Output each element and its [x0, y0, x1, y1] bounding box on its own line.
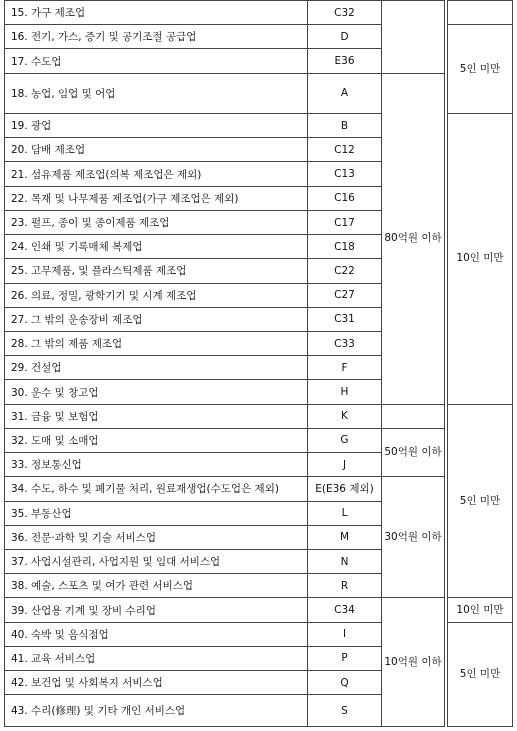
industry-code: C27	[308, 283, 382, 307]
industry-code: M	[308, 525, 382, 549]
industry-code: Q	[308, 671, 382, 695]
industry-code: C16	[308, 186, 382, 210]
industry-name: 32. 도매 및 소매업	[5, 428, 308, 452]
industry-name: 16. 전기, 가스, 증기 및 공기조절 공급업	[5, 25, 308, 49]
employees-5a: 5인 미만	[448, 25, 513, 114]
industry-name: 30. 운수 및 창고업	[5, 380, 308, 404]
table-row	[5, 404, 513, 428]
industry-code: G	[308, 428, 382, 452]
industry-name: 33. 정보통신업	[5, 453, 308, 477]
industry-name: 41. 교육 서비스업	[5, 646, 308, 670]
industry-code: S	[308, 695, 382, 727]
table-row	[5, 73, 513, 113]
revenue-50: 50억원 이하	[382, 428, 445, 476]
industry-code: C31	[308, 307, 382, 331]
employees-5c: 5인 미만	[448, 622, 513, 726]
industry-code: C34	[308, 598, 382, 622]
revenue-blank	[382, 404, 445, 428]
industry-name: 42. 보건업 및 사회복지 서비스업	[5, 671, 308, 695]
industry-code: C32	[308, 1, 382, 25]
industry-name: 18. 농업, 임업 및 어업	[5, 73, 308, 113]
industry-name: 15. 가구 제조업	[5, 1, 308, 25]
industry-code: A	[308, 73, 382, 113]
industry-name: 27. 그 밖의 운송장비 제조업	[5, 307, 308, 331]
industry-code: C22	[308, 259, 382, 283]
industry-code: E(E36 제외)	[308, 477, 382, 501]
employees-10a: 10인 미만	[448, 114, 513, 405]
employees-5b: 5인 미만	[448, 404, 513, 598]
revenue-30: 30억원 이하	[382, 477, 445, 598]
revenue-blank	[382, 1, 445, 74]
industry-code: I	[308, 622, 382, 646]
industry-name: 19. 광업	[5, 114, 308, 138]
table-row	[5, 1, 513, 25]
industry-name: 25. 고무제품, 및 플라스틱제품 제조업	[5, 259, 308, 283]
industry-name: 20. 담배 제조업	[5, 138, 308, 162]
industry-name: 31. 금융 및 보험업	[5, 404, 308, 428]
industry-name: 35. 부동산업	[5, 501, 308, 525]
table-row	[5, 598, 513, 622]
industry-code: R	[308, 574, 382, 598]
industry-code: C33	[308, 332, 382, 356]
industry-name: 36. 전문·과학 및 기술 서비스업	[5, 525, 308, 549]
industry-name: 39. 산업용 기계 및 장비 수리업	[5, 598, 308, 622]
industry-code: P	[308, 646, 382, 670]
employees-blank	[448, 1, 513, 25]
industry-code: D	[308, 25, 382, 49]
industry-name: 22. 목재 및 나무제품 제조업(가구 제조업은 제외)	[5, 186, 308, 210]
industry-name: 23. 펄프, 종이 및 종이제품 제조업	[5, 210, 308, 234]
industry-code: F	[308, 356, 382, 380]
table-row	[5, 477, 513, 501]
industry-code: C12	[308, 138, 382, 162]
industry-name: 38. 예술, 스포츠 및 여가 관련 서비스업	[5, 574, 308, 598]
industry-code: B	[308, 114, 382, 138]
employees-10b: 10인 미만	[448, 598, 513, 622]
industry-name: 40. 숙박 및 음식점업	[5, 622, 308, 646]
industry-code: K	[308, 404, 382, 428]
industry-code: C17	[308, 210, 382, 234]
industry-name: 28. 그 밖의 제품 제조업	[5, 332, 308, 356]
industry-code: H	[308, 380, 382, 404]
industry-code: J	[308, 453, 382, 477]
table-row	[5, 428, 513, 452]
industry-name: 37. 사업시설관리, 사업지원 및 임대 서비스업	[5, 549, 308, 573]
industry-code: L	[308, 501, 382, 525]
industry-name: 21. 섬유제품 제조업(의복 제조업은 제외)	[5, 162, 308, 186]
industry-name: 17. 수도업	[5, 49, 308, 73]
revenue-80: 80억원 이하	[382, 73, 445, 404]
industry-code: C18	[308, 235, 382, 259]
table-body	[5, 1, 513, 727]
industry-code: N	[308, 549, 382, 573]
industry-code: C13	[308, 162, 382, 186]
industry-code: E36	[308, 49, 382, 73]
industry-criteria-table	[4, 0, 513, 727]
revenue-10: 10억원 이하	[382, 598, 445, 727]
industry-name: 24. 인쇄 및 기록매체 복제업	[5, 235, 308, 259]
industry-name: 34. 수도, 하수 및 폐기물 처리, 원료재생업(수도업은 제외)	[5, 477, 308, 501]
industry-name: 29. 건설업	[5, 356, 308, 380]
industry-name: 26. 의료, 정밀, 광학기기 및 시계 제조업	[5, 283, 308, 307]
industry-name: 43. 수리(修理) 및 기타 개인 서비스업	[5, 695, 308, 727]
